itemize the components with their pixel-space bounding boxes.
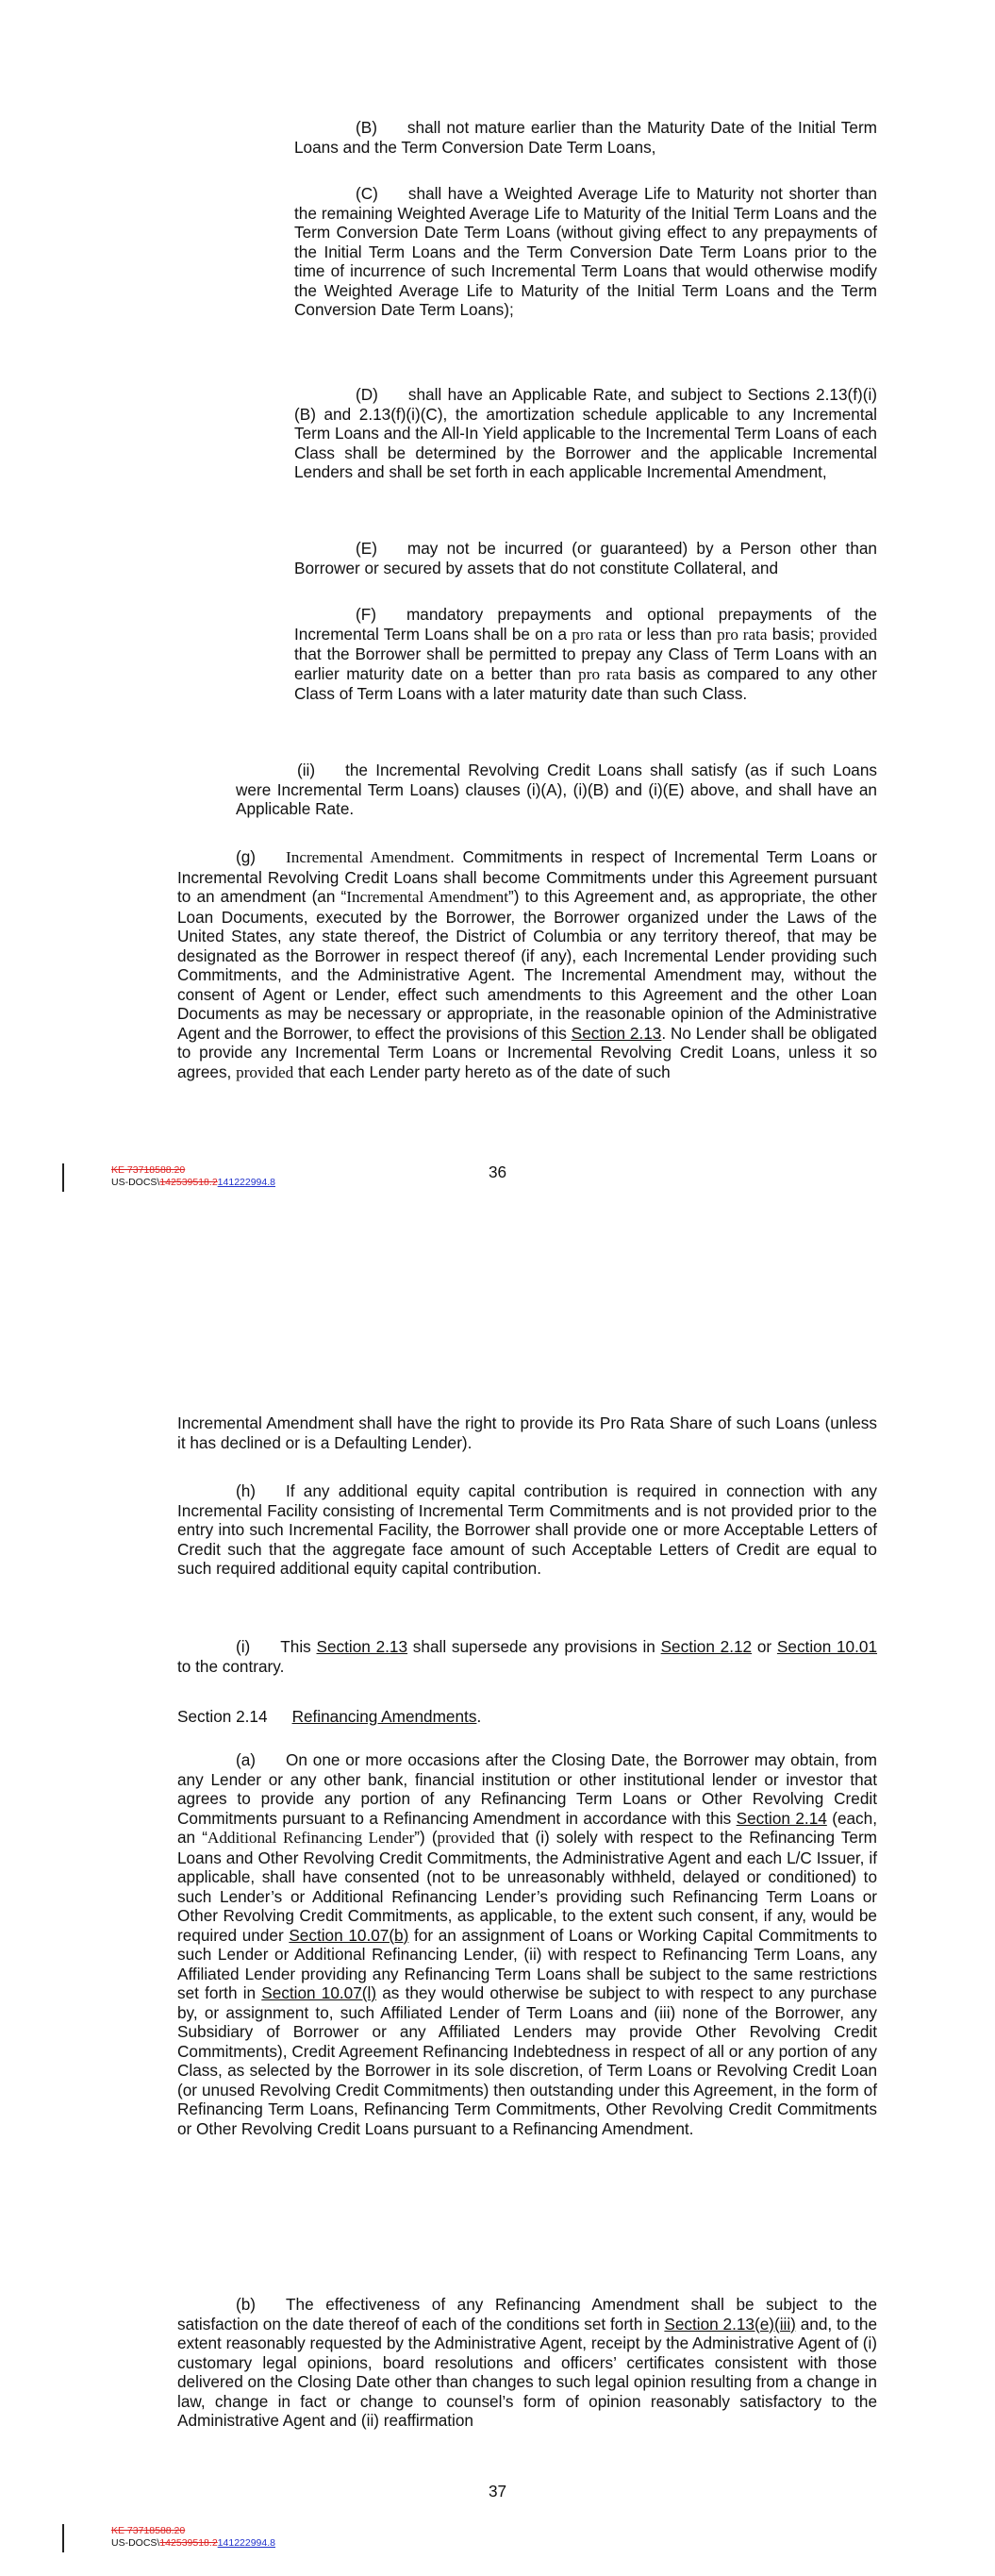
- section-2-13eiii-link[interactable]: Section 2.13(e)(iii): [664, 2314, 796, 2333]
- section-title: Refinancing Amendments: [291, 1707, 477, 1726]
- section-2-13-link[interactable]: Section 2.13: [571, 1023, 662, 1043]
- doc-footer: KE 73718588.20 US-DOCS\142539518.2141222994.8: [111, 1164, 275, 1188]
- page-number: 36: [488, 1163, 507, 1181]
- section-2-14-link[interactable]: Section 2.14: [736, 1808, 827, 1828]
- clause-b: (b) The effectiveness of any Refinancing Amendment shall be subject to the satisfaction on the date thereof of each of the conditions set forth in Section 2.13(e)(iii) and, to the extent reasonably requested by the Administrative Agent, receipt by the Administrative Agent of (i) customary legal opinions, board resolutions and officers’ certificates consistent with those delivered on the Closing Date other than changes to such legal opinion resulting from a change in law, change in fact or change to counsel’s form of opinion reasonably satisfactory to the Administrative Agent and (ii) reaffirmation: [177, 2295, 877, 2430]
- section-2-12-link[interactable]: Section 2.12: [660, 1637, 753, 1656]
- clause-E: (E) may not be incurred (or guaranteed) by a Person other than Borrower or secured by assets that do not constitute Collateral, and: [294, 539, 877, 577]
- page-37: [0, 1288, 995, 2576]
- clause-h: (h) If any additional equity capital contribution is required in connection with any Incremental Facility consisting of Incremental Term Commitments and is not provided prior to the entry into such Incremental Facility, the Borrower shall provide one or more Acceptable Letters of Credit such that the aggregate face amount of such Acceptable Letters of Credit are equal to such required additional equity capital contribution.: [177, 1481, 877, 1578]
- section-10-01-link[interactable]: Section 10.01: [776, 1637, 878, 1656]
- section-heading: Section 2.14 Refinancing Amendments.: [177, 1707, 482, 1726]
- doc-footer: KE 73718588.20 US-DOCS\142539518.2141222994.8: [111, 2525, 275, 2549]
- page-number: 37: [488, 2482, 507, 2501]
- clause-B: (B) shall not mature earlier than the Maturity Date of the Initial Term Loans and the Term Conversion Date Term Loans,: [294, 118, 877, 157]
- clause-ii: (ii) the Incremental Revolving Credit Loans shall satisfy (as if such Loans were Incremental Term Loans) clauses (i)(A), (i)(B) and (i)(E) above, and shall have an Applicable Rate.: [236, 761, 877, 818]
- clause-F: (F) mandatory prepayments and optional prepayments of the Incremental Term Loans shall be on a pro rata or less than pro rata basis; provided that the Borrower shall be permitted to prepay any Class of Term Loans with an earlier maturity date on a better than pro rata basis as compared to any other Class of Term Loans with a later maturity date than such Class.: [294, 605, 878, 703]
- clause-i: (i) This Section 2.13 shall supersede any provisions in Section 2.12 or Section 10.01 to the contrary.: [177, 1637, 878, 1676]
- continuation-paragraph: Incremental Amendment shall have the right to provide its Pro Rata Share of such Loans (unless it has declined or is a Defaulting Lender).: [177, 1413, 877, 1452]
- section-10-07l-link[interactable]: Section 10.07(l): [261, 1983, 377, 2002]
- section-10-07b-link[interactable]: Section 10.07(b): [289, 1925, 409, 1945]
- clause-g: (g) Incremental Amendment. Commitments in respect of Incremental Term Loans or Incremental Revolving Credit Loans shall become Commitments under this Agreement pursuant to an amendment (an “Incremental Amendment”) to this Agreement and, as appropriate, the other Loan Documents, executed by the Borrower, the Borrower organized under the Laws of the United States, any state thereof, the District of Columbia or any territory thereof, that may be designated as the Borrower in respect thereof (if any), each Incremental Lender providing such Commitments, and the Administrative Agent. The Incremental Amendment may, without the consent of Agent or Lender, effect such amendments to this Agreement and the other Loan Documents as may be necessary or appropriate, in the reasonable opinion of the Administrative Agent and the Borrower, to effect the provisions of this Section 2.13. No Lender shall be obligated to provide any Incremental Term Loans or Incremental Revolving Credit Loans, unless it so agrees, provided that each Lender party hereto as of the date of such: [177, 847, 877, 1081]
- revision-bar: [62, 2524, 64, 2552]
- clause-D: (D) shall have an Applicable Rate, and subject to Sections 2.13(f)(i)(B) and 2.13(f)(i)(C), the amortization schedule applicable to any Incremental Term Loans and the All-In Yield applicable to the Incremental Term Loans of each Class shall be determined by the Borrower and the applicable Incremental Lenders and shall be set forth in each applicable Incremental Amendment,: [294, 385, 877, 481]
- revision-bar: [62, 1163, 64, 1192]
- section-2-13-link[interactable]: Section 2.13: [316, 1637, 408, 1656]
- clause-a: (a) On one or more occasions after the Closing Date, the Borrower may obtain, from any Lender or any other bank, financial institution or other institutional lender or investor that agrees to provide any portion of any Refinancing Term Loans or Other Revolving Credit Commitments pursuant to a Refinancing Amendment in accordance with this Section 2.14 (each, an “Additional Refinancing Lender”) (provided that (i) solely with respect to the Refinancing Term Loans and Other Revolving Credit Commitments, the Administrative Agent and each L/C Issuer, if applicable, shall have consented (not to be unreasonably withheld, delayed or conditioned) to such Lender’s or Additional Refinancing Lender’s providing such Refinancing Term Loans or Other Revolving Credit Commitments, as applicable, to the extent such consent, if any, would be required under Section 10.07(b) for an assignment of Loans or Working Capital Commitments to such Lender or Additional Refinancing Lender, (ii) with respect to Refinancing Term Loans, any Affiliated Lender providing any Refinancing Term Loans shall be subject to the same restrictions set forth in Section 10.07(l) as they would otherwise be subject to with respect to any purchase by, or assignment to, such Affiliated Lender of Term Loans and (iii) none of the Borrower, any Subsidiary of Borrower or any Affiliated Lenders may provide Other Revolving Credit Commitments), Credit Agreement Refinancing Indebtedness in respect of all or any portion of any Class, as selected by the Borrower in its sole discretion, of Term Loans or Revolving Credit Loan (or unused Revolving Credit Commitments) then outstanding under this Agreement, in the form of Refinancing Term Loans, Refinancing Term Commitments, Other Revolving Credit Commitments or Other Revolving Credit Loans pursuant to a Refinancing Amendment.: [177, 1750, 877, 2138]
- clause-C: (C) shall have a Weighted Average Life to Maturity not shorter than the remaining Weighted Average Life to Maturity of the Initial Term Loans and the Term Conversion Date Term Loans (without giving effect to any prepayments of the Initial Term Loans and the Term Conversion Date Term Loans prior to the time of incurrence of such Incremental Term Loans that would otherwise modify the Weighted Average Life to Maturity of the Initial Term Loans and the Term Conversion Date Term Loans);: [294, 184, 877, 319]
